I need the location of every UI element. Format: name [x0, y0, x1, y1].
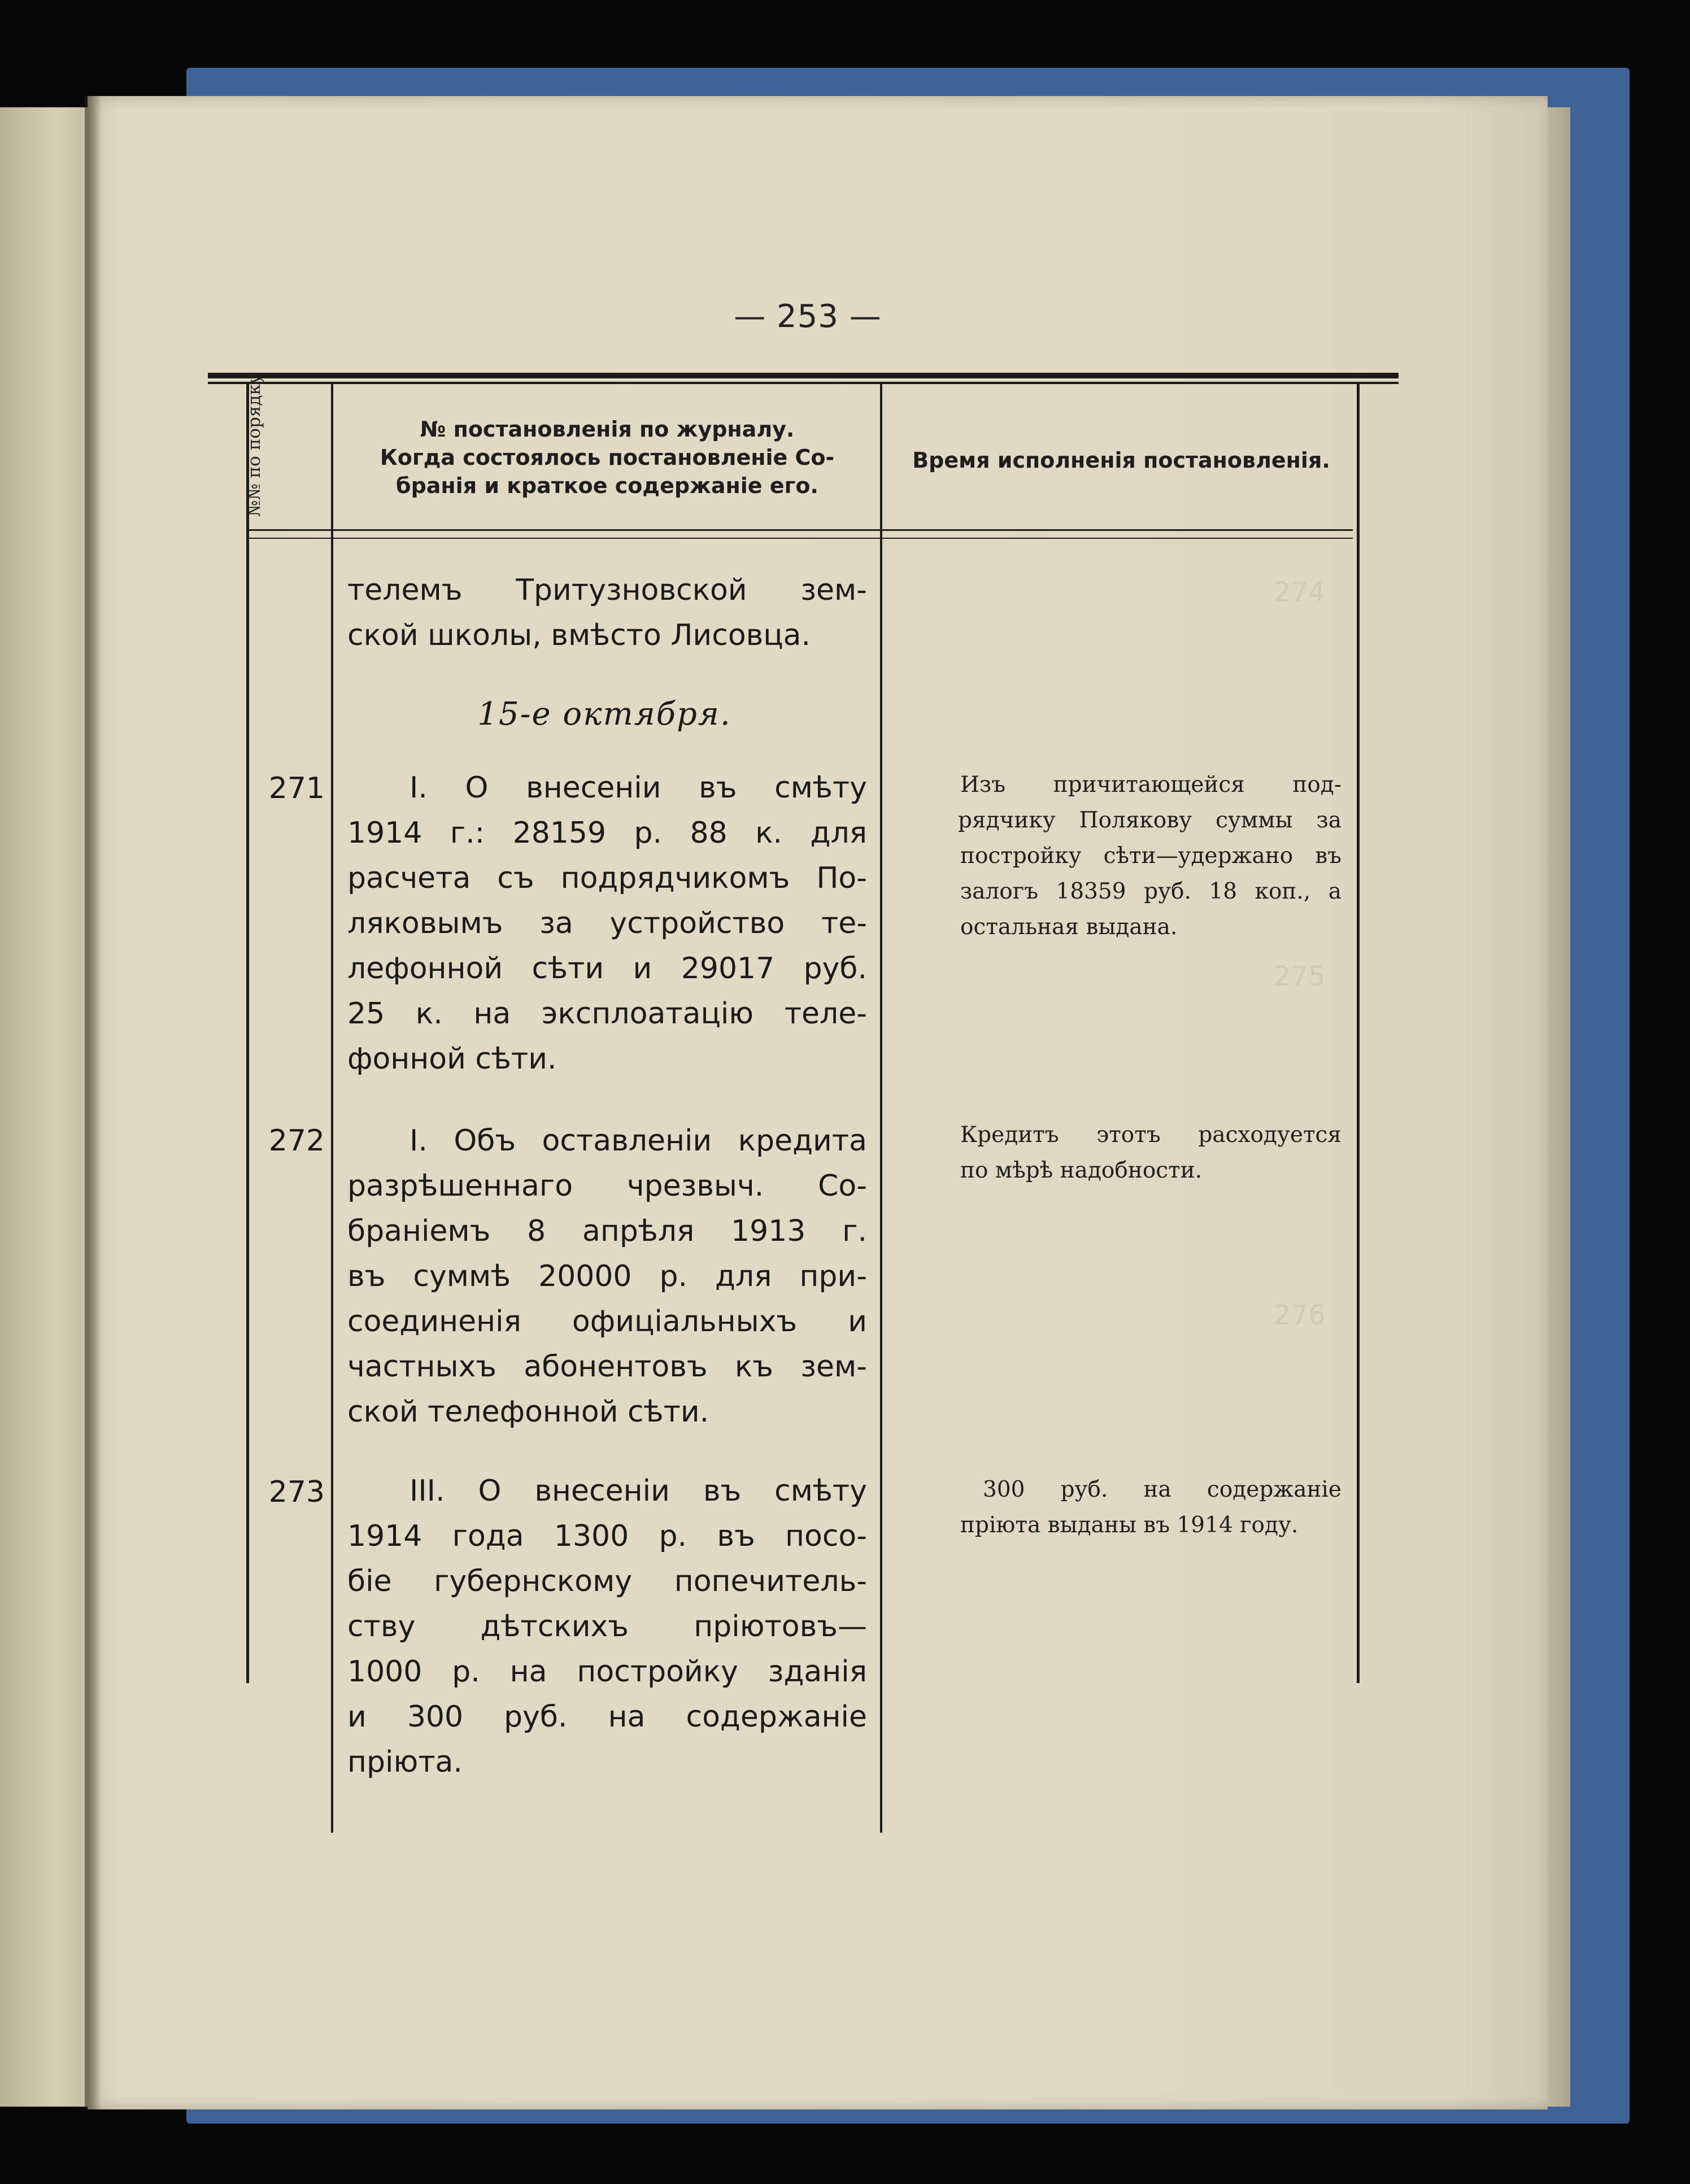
date-heading: 15-е октября.	[477, 696, 731, 733]
table-left-border	[246, 384, 249, 1683]
note-line: пріюта выданы въ 1914 году.	[960, 1512, 1299, 1538]
table-right-border	[1357, 384, 1360, 1683]
entry-line: пріюта.	[347, 1745, 463, 1779]
column-divider	[880, 384, 882, 1833]
column-header-resolution-line: бранія и краткое содержаніе его.	[396, 473, 818, 498]
entry-number: 271	[268, 771, 325, 805]
entry-line: ству дѣтскихъ пріютовъ—	[347, 1610, 867, 1644]
entry-line: ляковымъ за устройство те-	[347, 906, 867, 940]
column-header-order-text: №№ по порядку	[244, 373, 264, 517]
column-header-resolution-line: № постановленія по журналу.	[420, 417, 795, 442]
note-line: Изъ причитающейся под-	[960, 772, 1341, 797]
entry-line: I. О внесеніи въ смѣту	[410, 771, 867, 805]
note-line: остальная выдана.	[960, 914, 1178, 940]
entry-line: соединенія офиціальныхъ и	[347, 1305, 867, 1339]
continuation-line: ской школы, вмѣсто Лисовца.	[347, 618, 811, 652]
page-number: — 253 —	[734, 298, 882, 335]
entry-text	[347, 1118, 867, 1435]
spine-shadow	[85, 96, 102, 2109]
note-line: рядчику Полякову суммы за	[958, 808, 1341, 833]
entry-line: разрѣшеннаго чрезвыч. Со-	[347, 1169, 867, 1203]
continuation-line: телемъ Тритузновской зем-	[347, 573, 867, 607]
page	[88, 96, 1548, 2109]
previous-page-edge	[0, 107, 99, 2107]
entry-line: 1914 года 1300 р. въ посо-	[347, 1519, 867, 1553]
entry-line: въ суммѣ 20000 р. для при-	[347, 1259, 867, 1293]
entry-number: 272	[268, 1124, 325, 1158]
entry-text	[347, 1468, 867, 1785]
entry-line: 1914 г.: 28159 р. 88 к. для	[347, 816, 867, 850]
column-header-resolution-line: Когда состоялось постановленіе Со-	[380, 445, 835, 470]
bleed-through-text: 275	[1274, 961, 1326, 992]
entry-note	[960, 1472, 1341, 1543]
column-header-resolution	[339, 415, 876, 500]
entry-line: ской телефонной сѣти.	[347, 1395, 709, 1429]
entry-line: частныхъ абонентовъ къ зем-	[347, 1350, 867, 1384]
entry-line: и 300 руб. на содержаніе	[347, 1700, 867, 1734]
note-line: постройку сѣти—удержано въ	[960, 843, 1341, 869]
entry-note	[960, 1117, 1341, 1188]
column-header-execution: Время исполненія постановленія.	[912, 448, 1330, 473]
entry-line: лефонной сѣти и 29017 руб.	[347, 952, 867, 986]
note-line: залогъ 18359 руб. 18 коп., а	[960, 879, 1341, 904]
entry-line: біе губернскому попечитель-	[347, 1564, 867, 1598]
entry-text	[347, 765, 867, 1082]
note-line: 300 руб. на содержаніе	[983, 1477, 1341, 1502]
entry-line: расчета съ подрядчикомъ По-	[347, 861, 867, 895]
entry-line: 1000 р. на постройку зданія	[347, 1655, 867, 1689]
entry-line: браніемъ 8 апрѣля 1913 г.	[347, 1214, 867, 1248]
entry-line: 25 к. на эксплоатацію теле-	[347, 997, 867, 1031]
entry-note	[960, 767, 1341, 945]
bleed-through-text: 276	[1274, 1300, 1326, 1331]
note-line: по мѣрѣ надобности.	[960, 1158, 1203, 1183]
header-bottom-rule	[249, 529, 1353, 531]
entry-line: I. Объ оставленіи кредита	[410, 1124, 867, 1158]
entry-number: 273	[268, 1475, 325, 1509]
bleed-through-text: 274	[1274, 577, 1326, 608]
entry-line: III. О внесеніи въ смѣту	[410, 1474, 867, 1508]
column-divider	[331, 384, 333, 1833]
header-rule-thick	[208, 373, 1399, 378]
note-line: Кредитъ этотъ расходуется	[960, 1122, 1341, 1148]
header-bottom-rule	[249, 538, 1353, 539]
entry-line: фонной сѣти.	[347, 1042, 557, 1076]
header-rule-thin	[208, 382, 1399, 384]
